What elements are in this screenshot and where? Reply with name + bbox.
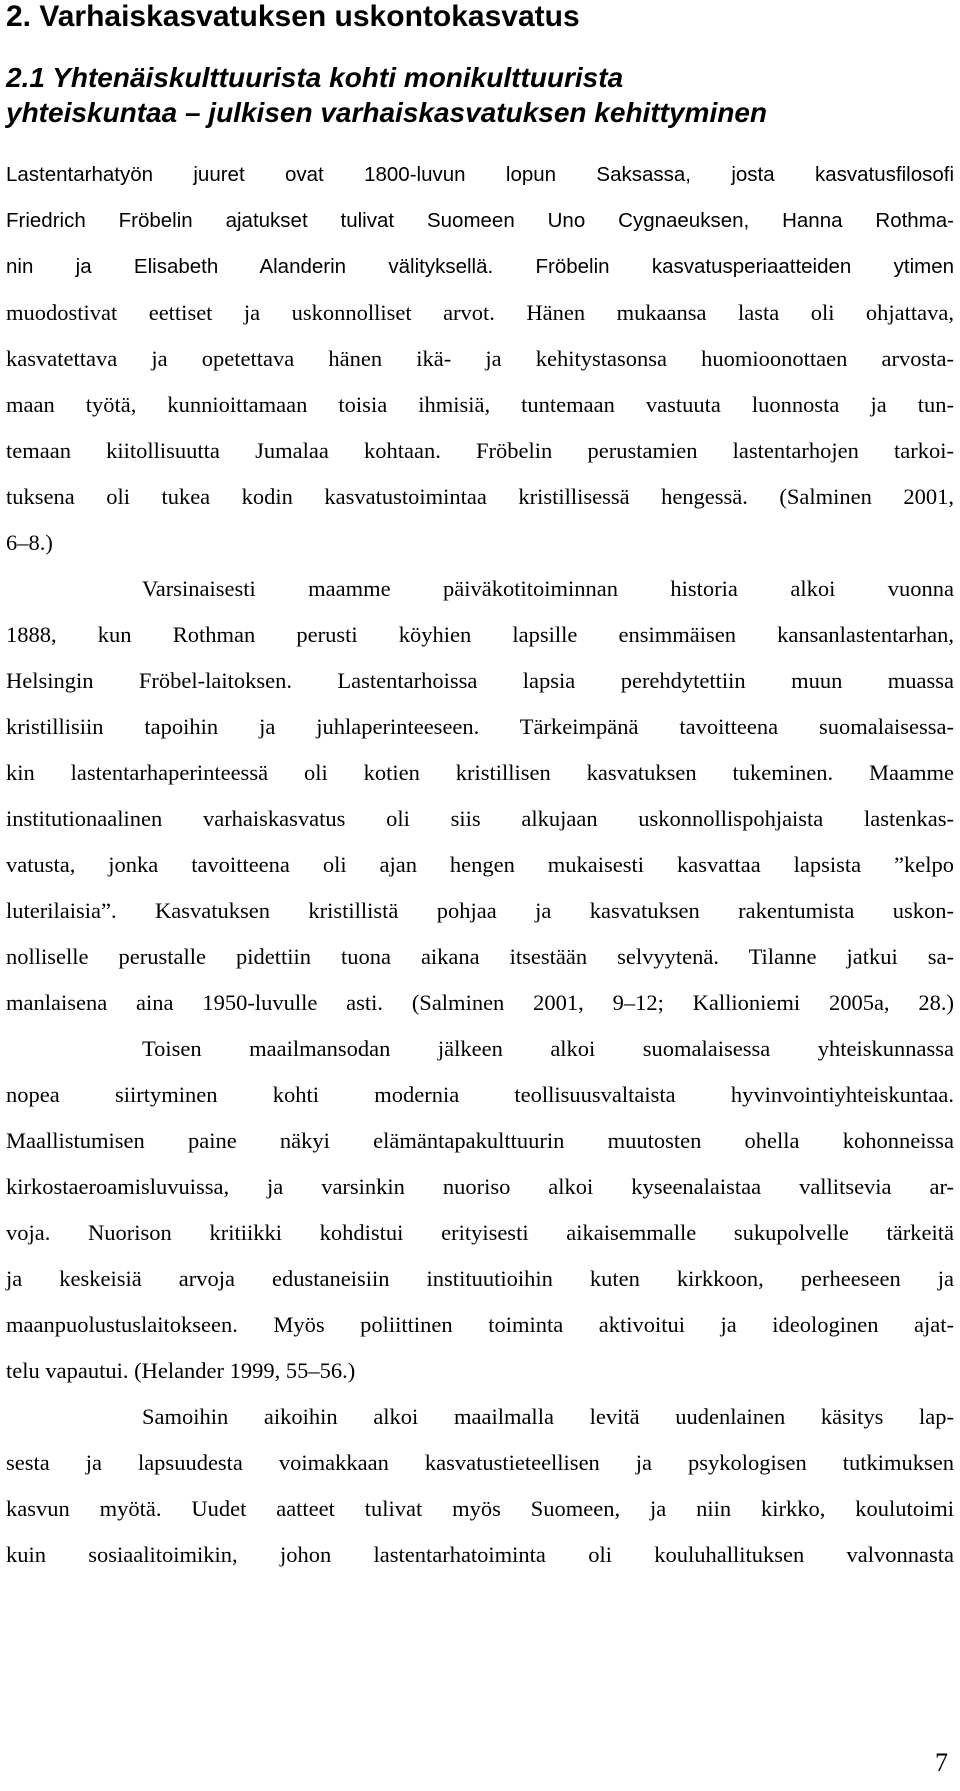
paragraph-3 (6, 1026, 954, 1394)
paragraph-line: voja. Nuorison kritiikki kohdistui erityisesti aikaisemmalle sukupolvelle tärkeitä (6, 1220, 954, 1245)
page-number: 7 (935, 1748, 948, 1777)
paragraph-line: maanpuolustuslaitokseen. Myös poliittinen toiminta aktivoitui ja ideologinen ajat- (6, 1312, 954, 1337)
paragraph-line: kirkostaeroamisluvuissa, ja varsinkin nuoriso alkoi kyseenalaistaa vallitsevia ar- (6, 1174, 954, 1199)
paragraph-line: institutionaalinen varhaiskasvatus oli siis alkujaan uskonnollispohjaista lastenkas- (6, 806, 954, 831)
paragraph-line: kuin sosiaalitoimikin, johon lastentarhatoiminta oli kouluhallituksen valvonnasta (6, 1542, 954, 1567)
paragraph-line: Toisen maailmansodan jälkeen alkoi suomalaisessa yhteiskunnassa (142, 1036, 954, 1061)
paragraph-line: nopea siirtyminen kohti modernia teollisuusvaltaista hyvinvointiyhteiskuntaa. (6, 1082, 954, 1107)
paragraph-line: Lastentarhatyön juuret ovat 1800-luvun lopun Saksassa, josta kasvatusfilosofi (6, 163, 954, 186)
paragraph-4 (6, 1394, 954, 1578)
paragraph-line: luterilaisia”. Kasvatuksen kristillistä pohjaa ja kasvatuksen rakentumista uskon- (6, 898, 954, 923)
paragraph-line: kasvun myötä. Uudet aatteet tulivat myös Suomeen, ja niin kirkko, koulutoimi (6, 1496, 954, 1521)
paragraph-line: muodostivat eettiset ja uskonnolliset arvot. Hänen mukaansa lasta oli ohjattava, (6, 300, 954, 325)
paragraph-line: kasvatettava ja opetettava hänen ikä- ja kehitystasonsa huomioonottaen arvosta- (6, 346, 954, 371)
paragraph-line: Friedrich Fröbelin ajatukset tulivat Suomeen Uno Cygnaeuksen, Hanna Rothma- (6, 209, 954, 232)
paragraph-line: Maallistumisen paine näkyi elämäntapakulttuurin muutosten ohella kohonneissa (6, 1128, 954, 1153)
section-heading-line: 2.1 Yhtenäiskulttuurista kohti monikulttuurista (6, 62, 624, 93)
paragraph-line: Helsingin Fröbel-laitoksen. Lastentarhoissa lapsia perehdytettiin muun muassa (6, 668, 954, 693)
paragraph-line: telu vapautui. (Helander 1999, 55–56.) (6, 1358, 356, 1383)
chapter-heading: 2. Varhaiskasvatuksen uskontokasvatus (6, 0, 580, 33)
paragraph-line: manlaisena aina 1950-luvulle asti. (Salminen 2001, 9–12; Kallioniemi 2005a, 28.) (6, 990, 954, 1015)
paragraph-line: Varsinaisesti maamme päiväkotitoiminnan historia alkoi vuonna (142, 576, 954, 601)
paragraph-1 (6, 152, 954, 566)
paragraph-line: 1888, kun Rothman perusti köyhien lapsille ensimmäisen kansanlastentarhan, (6, 622, 954, 647)
paragraph-2 (6, 566, 954, 1026)
section-heading (6, 60, 767, 130)
paragraph-line: sesta ja lapsuudesta voimakkaan kasvatustieteellisen ja psykologisen tutkimuksen (6, 1450, 954, 1475)
paragraph-line: maan työtä, kunnioittamaan toisia ihmisiä, tuntemaan vastuuta luonnosta ja tun- (6, 392, 954, 417)
paragraph-line: kristillisiin tapoihin ja juhlaperinteeseen. Tärkeimpänä tavoitteena suomalaisessa- (6, 714, 954, 739)
paragraph-line: kin lastentarhaperinteessä oli kotien kristillisen kasvatuksen tukeminen. Maamme (6, 760, 954, 785)
paragraph-line: vatusta, jonka tavoitteena oli ajan hengen mukaisesti kasvattaa lapsista ”kelpo (6, 852, 954, 877)
paragraph-line: temaan kiitollisuutta Jumalaa kohtaan. Fröbelin perustamien lastentarhojen tarkoi- (6, 438, 954, 463)
section-heading-line: yhteiskuntaa – julkisen varhaiskasvatuksen kehittyminen (6, 97, 768, 128)
paragraph-line: tuksena oli tukea kodin kasvatustoimintaa kristillisessä hengessä. (Salminen 2001, (6, 484, 954, 509)
paragraph-line: ja keskeisiä arvoja edustaneisiin instituutioihin kuten kirkkoon, perheeseen ja (6, 1266, 954, 1291)
paragraph-line: 6–8.) (6, 530, 53, 555)
paragraph-line: Samoihin aikoihin alkoi maailmalla levitä uudenlainen käsitys lap- (142, 1404, 954, 1429)
paragraph-line: nolliselle perustalle pidettiin tuona aikana itsestään selvyytenä. Tilanne jatkui sa- (6, 944, 954, 969)
paragraph-line: nin ja Elisabeth Alanderin välityksellä. Fröbelin kasvatusperiaatteiden ytimen (6, 255, 954, 278)
